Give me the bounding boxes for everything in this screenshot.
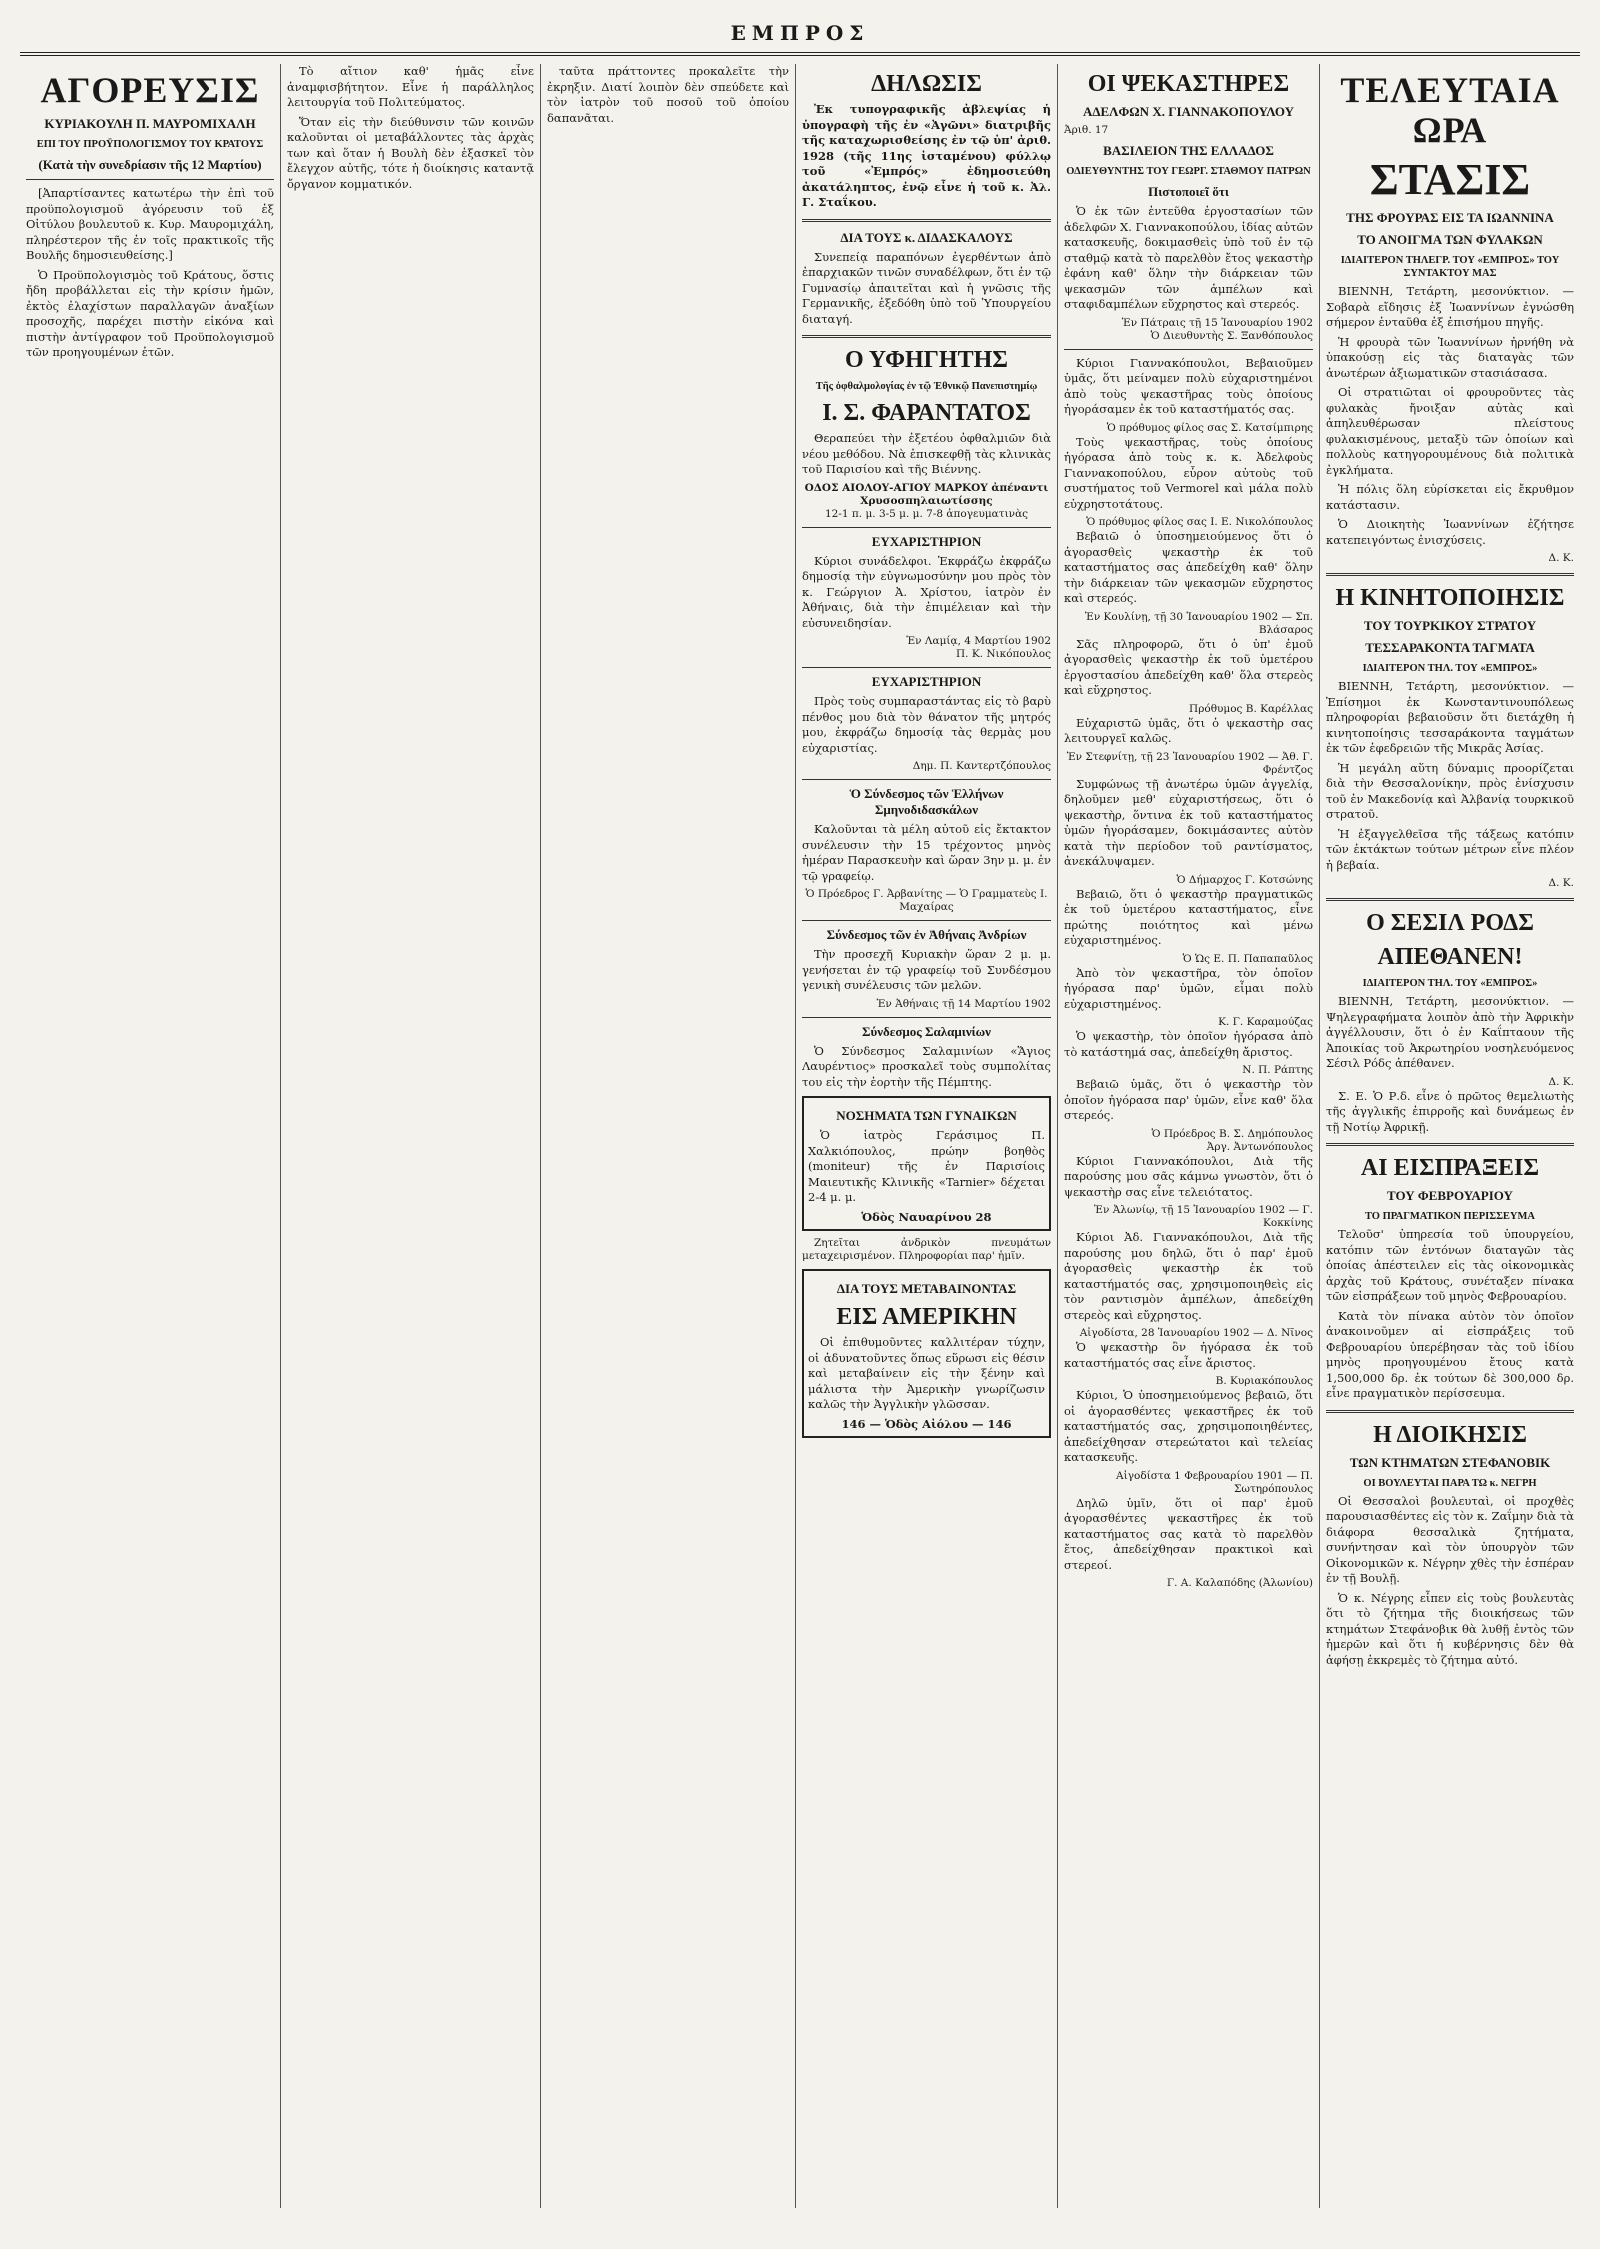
column-speech-end [540, 64, 795, 2208]
divider [802, 667, 1051, 668]
notice-text: Τὴν προσεχῆ Κυριακὴν ὥραν 2 μ. μ. γενήσεται ἐν τῷ γραφείῳ τοῦ Συνδέσμου γενικὴ συνέλευσις τῶν μελῶν. [802, 947, 1051, 992]
notice-date: Ἐν Λαμίᾳ, 4 Μαρτίου 1902 [906, 635, 1051, 647]
speech-title: ΑΓΟΡΕΥΣΙΣ [40, 70, 260, 110]
speech-session: (Κατὰ τὴν συνεδρίασιν τῆς 12 Μαρτίου) [38, 157, 262, 172]
classified-text: Ζητεῖται ἀνδρικὸν πνευμάτων μεταχειρισμένον. Πληροφορίαι παρ' ἡμῖν. [802, 1237, 1051, 1262]
news-text: Οἱ Θεσσαλοὶ βουλευταὶ, οἱ προχθὲς παρουσιασθέντες εἰς τὸν κ. Ζαΐμην διὰ τὰ διάφορα θεσσαλικὰ ζητήματα, συνήντησαν καὶ τὸν ὑπουργὸν τῶν Οἰκονομικῶν κ. Νέγρην χθὲς τὴν ἑσπέραν ἐν τῇ Βουλῇ. [1326, 1493, 1574, 1585]
testimonial-signature: Ὁ Διευθυντὴς Σ. Ξανθόπουλος [1150, 329, 1313, 342]
speech-paragraph: Τὸ αἴτιον καθ' ἡμᾶς εἶνε ἀναμφισβήτητον. Εἶνε ἡ παράλληλος λειτουργία τοῦ Πολιτεύματος. [287, 64, 534, 109]
ad-text: Ὁ ἰατρὸς Γεράσιμος Π. Χαλκιόπουλος, πρώην βοηθὸς (moniteur) τῆς ἐν Παρισίοις Μαιευτικῆς Κλινικῆς «Tarnier» δέχεται 2-4 μ. μ. [808, 1128, 1045, 1204]
notice-heading: ΕΥΧΑΡΙΣΤΗΡΙΟΝ [871, 533, 982, 549]
notice-text: Συνεπείᾳ παραπόνων ἐγερθέντων ἀπὸ ἐπαρχιακῶν τινῶν συναδέλφων, ὅτι ἐν τῷ Γυμνασίῳ ἀπαιτεῖται καὶ ἡ γνῶσις τῆς Γερμανικῆς, ἐξεδόθη ὑπὸ τοῦ Ὑπουργείου διαταγή. [802, 249, 1051, 326]
divider [802, 779, 1051, 780]
divider [802, 527, 1051, 528]
ad-hours: 12-1 π. μ. 3-5 μ. μ. 7-8 ἀπογευματινὰς [824, 507, 1029, 520]
headline-sub: ΤΗΣ ΦΡΟΥΡΑΣ ΕΙΣ ΤΑ ΙΩΑΝΝΙΝΑ [1346, 210, 1554, 225]
ad-text: Οἱ ἐπιθυμοῦντες καλλιτέραν τύχην, οἱ ἀδυνατοῦντες ὅπως εὕρωσι εἰς θέσιν καὶ μεταβαίνειν εἰς τὴν ξένην καὶ μάλιστα τὴν Ἀμερικὴν γνωρίζωσιν καλῶς τὴν Ἀγγλικὴν γλῶσσαν. [808, 1335, 1045, 1411]
ad-subheading: Πιστοποιεῖ ὅτι [1148, 184, 1229, 199]
testimonial-text: Ὁ ψεκαστὴρ ὃν ἠγόρασα ἐκ τοῦ καταστήματός σας εἶνε ἄριστος. [1064, 1340, 1313, 1370]
ad-address: 146 — Ὁδὸς Αἰόλου — 146 [841, 1416, 1012, 1431]
divider [802, 920, 1051, 921]
testimonial-signature: Πρόθυμος Β. Καρέλλας [1189, 702, 1313, 715]
notice-text: Πρὸς τοὺς συμπαραστάντας εἰς τὸ βαρὺ πένθος μου διὰ τὸν θάνατον τῆς μητρός μου, ἐκφράζω δημοσίᾳ τὰς θερμὰς μου εὐχαριστίας. [802, 694, 1051, 755]
headline-sub: ΤΩΝ ΚΤΗΜΑΤΩΝ ΣΤΕΦΑΝΟΒΙΚ [1349, 1454, 1551, 1470]
news-text: Ἡ μεγάλη αὕτη δύναμις προορίζεται διὰ τὴν Θεσσαλονίκην, πρὸς ἐνίσχυσιν τοῦ ἐν Μακεδονίᾳ καὶ Ἀλβανίᾳ τουρκικοῦ στρατοῦ. [1326, 760, 1574, 821]
ad-doctor-name: Ι. Σ. ΦΑΡΑΝΤΑΤΟΣ [822, 400, 1031, 426]
testimonial-signature: Ὁ Ὡς Ε. Π. Παπαπαῦλος [1182, 952, 1313, 965]
ad-box-gynecology [802, 1096, 1051, 1231]
headline-sub: ΤΟΥ ΦΕΒΡΟΥΑΡΙΟΥ [1387, 1188, 1513, 1203]
ad-number: Ἀριθ. 17 [1064, 124, 1109, 136]
notice-text: Ἐκ τυπογραφικῆς ἀβλεψίας ἡ ὑπογραφὴ τῆς ἐν «Ἀγῶνι» διατριβῆς τῆς καταχωρισθείσης ἐν τῷ ὑπ' ἀριθ. 1928 (τῆς 11ης ἰσταμένου) φύλλῳ τοῦ «Ἐμπρός» ἐδημοσιεύθη ἀκατάληπτος, ἐνῷ εἶνε ἡ τοῦ κ. Ἀλ. Γ. Σταΐκου. [802, 102, 1051, 209]
news-text: Οἱ στρατιῶται οἱ φρουροῦντες τὰς φυλακὰς ἤνοιξαν αὐτὰς καὶ ἀπηλευθέρωσαν πλείστους φυλακισμένους, μεταξὺ τῶν ὁποίων καὶ πολλοὺς κατηγορουμένους διὰ πολιτικὰ ἐγκλήματα. [1326, 385, 1574, 477]
ad-heading: Ο ΥΦΗΓΗΤΗΣ [845, 347, 1008, 373]
testimonial-text: Ὁ ψεκαστὴρ, τὸν ὁποῖον ἠγόρασα ἀπὸ τὸ κατάστημά σας, ἀπεδείχθη ἄριστος. [1064, 1029, 1313, 1059]
testimonial-text: Ὁ ἐκ τῶν ἐντεῦθα ἐργοστασίων τῶν ἀδελφῶν Χ. Γιαννακοπούλου, ἰδίας αὐτῶν κατασκευῆς, δοκιμασθεὶς ὑπὸ τοῦ ἐν τῷ σταθμῷ κατὰ τὸ παρελθὸν ἔτος ψεκαστὴρ ἐφάνη καθ' ὅλην τὴν διάρκειαν τῶν ψεκασμῶν τῶν ἀμπέλων καὶ σταφιδαμπέλων εὔχρηστος καὶ στερεός. [1064, 204, 1313, 311]
newspaper-page [20, 18, 1580, 2208]
testimonial-signature: Ν. Π. Ράπτης [1242, 1064, 1313, 1076]
divider [1326, 573, 1574, 576]
divider [1326, 1143, 1574, 1146]
notice-text: Ὁ Σύνδεσμος Σαλαμινίων «Ἅγιος Λαυρέντιος» προσκαλεῖ τοὺς συμπολίτας του εἰς τὴν ἐορτὴν τῆς Πέμπτης. [802, 1043, 1051, 1089]
testimonial-signature: Ὁ πρόθυμος φίλος σας Ι. Ε. Νικολόπουλος [1086, 516, 1313, 528]
news-text: Ὁ Διοικητὴς Ἰωαννίνων ἐζήτησε κατεπειγόντως ἐνισχύσεις. [1326, 517, 1574, 547]
testimonial-text: Τοὺς ψεκαστῆρας, τοὺς ὁποίους ἠγόρασα ἀπὸ τοὺς κ. κ. Ἀδελφοὺς Γιαννακοπούλου, εὗρον αὐτοὺς τοῦ συστήματος τοῦ Vermorel καὶ μάλα πολὺ εὐχρηστοτάτους. [1064, 434, 1313, 511]
testimonial-signature: Γ. Α. Καλαπόδης (Ἀλωνίου) [1166, 1577, 1313, 1589]
news-text: ΒΙΕΝΝΗ, Τετάρτη, μεσονύκτιον. — Ἐπίσημοι ἐκ Κωνσταντινουπόλεως πληροφορίαι βεβαιοῦσιν ὅτι διετάχθη ἡ κινητοποίησις τεσσαράκοντα ταγμάτων ἐκ τῶν ἐφεδρειῶν τῆς Μικρᾶς Ἀσίας. [1326, 679, 1574, 755]
headline-sub: ΤΟ ΑΝΟΙΓΜΑ ΤΩΝ ΦΥΛΑΚΩΝ [1357, 232, 1543, 247]
ad-heading: ΕΙΣ ΑΜΕΡΙΚΗΝ [836, 1304, 1017, 1330]
ad-subheading: ΟΔΙΕΥΘΥΝΤΗΣ ΤΟΥ ΓΕΩΡΓ. ΣΤΑΘΜΟΥ ΠΑΤΡΩΝ [1066, 166, 1311, 177]
testimonial-signature: Αἰγοδίστα, 28 Ἰανουαρίου 1902 — Δ. Νῖνος [1079, 1327, 1313, 1339]
testimonial-text: Κύριοι, Ὁ ὑποσημειούμενος βεβαιῶ, ὅτι οἱ ἀγορασθέντες ψεκαστῆρες ἐκ τοῦ καταστήματός σας, χρησιμοποιηθέντες, ἀπεδείχθησαν στερεώτατοι καὶ τελείας κατασκευῆς. [1064, 1388, 1313, 1464]
headline: ΑΙ ΕΙΣΠΡΑΞΕΙΣ [1360, 1155, 1540, 1181]
ad-subheading: Τῆς ὀφθαλμολογίας ἐν τῷ Ἐθνικῷ Πανεπιστημίῳ [815, 381, 1038, 392]
news-text: Σ. Ε. Ὁ Ρ.δ. εἶνε ὁ πρῶτος θεμελιωτὴς τῆς ἀγγλικῆς ἐπιρροῆς καὶ δυνάμεως ἐν τῇ Νοτίῳ Ἀφρικῇ. [1326, 1088, 1574, 1134]
notice-date: Ἐν Ἀθήναις τῇ 14 Μαρτίου 1902 [876, 997, 1051, 1010]
dispatch-source: ΙΔΙΑΙΤΕΡΟΝ ΤΗΛΕΓΡ. ΤΟΥ «ΕΜΠΡΟΣ» ΤΟΥ ΣΥΝΤΑΚΤΟΥ ΜΑΣ [1340, 255, 1560, 279]
testimonial-text: Σᾶς πληροφορῶ, ὅτι ὁ ὑπ' ἐμοῦ ἀγορασθεὶς ψεκαστὴρ ἐκ τοῦ ὑμετέρου ἐργοστασίου ἀπεδείχθη καθ' ὅλα στερεὸς καὶ εὔχρηστος. [1064, 636, 1313, 697]
news-text: Ἡ πόλις ὅλη εὑρίσκεται εἰς ἔκρυθμον κατάστασιν. [1326, 482, 1574, 512]
news-signature: Δ. Κ. [1548, 877, 1574, 889]
testimonial-text: Κύριοι Ἀδ. Γιαννακόπουλοι, Διὰ τῆς παρούσης μου δηλῶ, ὅτι ὁ παρ' ἐμοῦ ἀγορασθεὶς ψεκαστὴρ ἐκ τοῦ καταστήματός σας, χρησιμοποιηθεὶς εἰς τὸν ραντισμὸν ἀμπέλων, ἀπεδείχθη στερεὸς καὶ εὔχρηστος. [1064, 1230, 1313, 1322]
divider [1326, 1410, 1574, 1413]
headline-sub: ΟΙ ΒΟΥΛΕΥΤΑΙ ΠΑΡΑ ΤΩ κ. ΝΕΓΡΗ [1363, 1477, 1537, 1489]
ad-subheading: ΒΑΣΙΛΕΙΟΝ ΤΗΣ ΕΛΛΑΔΟΣ [1103, 143, 1274, 158]
divider [802, 1017, 1051, 1018]
column-latest-news [1319, 64, 1580, 2208]
testimonial-signature: Ὁ πρόθυμος φίλος σας Σ. Κατσίμπιρης [1106, 421, 1313, 434]
news-text: Κατὰ τὸν πίνακα αὐτὸν τὸν ὁποῖον ἀνακοινοῦμεν αἱ εἰσπράξεις τοῦ Φεβρουαρίου ὑπερέβησαν τὰς τοῦ ἰδίου μηνὸς προηγουμένου ἔτους κατὰ 1,500,000 δρ. ἐκ τούτων δὲ 300,000 δρ. εἶνε πραγματικὸν περίσσευμα. [1326, 1308, 1574, 1400]
testimonial-text: Δηλῶ ὑμῖν, ὅτι οἱ παρ' ἐμοῦ ἀγορασθέντες ψεκαστῆρες ἐκ τοῦ καταστήματος σας κατὰ τὸ παρελθὸν ἔτος, ἀπεδείχθησαν πρακτικοὶ καὶ στερεοί. [1064, 1495, 1313, 1572]
ad-subheading: ΑΔΕΛΦΩΝ Χ. ΓΙΑΝΝΑΚΟΠΟΥΛΟΥ [1082, 104, 1295, 119]
column-speech [20, 64, 280, 2208]
speech-topic: ΕΠΙ ΤΟΥ ΠΡΟΫΠΟΛΟΓΙΣΜΟΥ ΤΟΥ ΚΡΑΤΟΥΣ [36, 139, 264, 150]
ad-heading: ΟΙ ΨΕΚΑΣΤΗΡΕΣ [1087, 71, 1290, 97]
news-signature: Δ. Κ. [1548, 1075, 1574, 1088]
divider [1326, 898, 1574, 901]
testimonial-text: Ἀπὸ τὸν ψεκαστῆρα, τὸν ὁποῖον ἠγόρασα παρ' ὑμῶν, εἶμαι πολὺ εὐχαριστημένος. [1064, 965, 1313, 1011]
divider [802, 335, 1051, 338]
notice-signature: Δημ. Π. Καντερτζόπουλος [912, 760, 1051, 772]
notice-heading: Ὁ Σύνδεσμος τῶν Ἑλλήνων Σμηνοδιδασκάλων [849, 786, 1004, 817]
testimonial-text: Κύριοι Γιαννακόπουλοι, Βεβαιοῦμεν ὑμᾶς, ὅτι μείναμεν πολὺ εὐχαριστημένοι ἀπὸ τοὺς ψεκαστῆρας τοὺς ὁποίους ἠγοράσαμεν ἐκ τοῦ καταστήματός σας. [1064, 355, 1313, 416]
news-text: Ὁ κ. Νέγρης εἶπεν εἰς τοὺς βουλευτὰς ὅτι τὸ ζήτημα τῆς διοικήσεως τῶν κτημάτων Στεφάνοβικ θὰ λυθῇ ἐντὸς τῶν ἡμερῶν καὶ ὅτι ἡ κυβέρνησις δὲν θὰ ἀφήσῃ ἐκκρεμὲς τὸ ζήτημα αὐτό. [1326, 1590, 1574, 1667]
headline-sub: ΤΟ ΠΡΑΓΜΑΤΙΚΟΝ ΠΕΡΙΣΣΕΥΜΑ [1364, 1211, 1536, 1222]
testimonial-date: Ἐν Πάτραις τῇ 15 Ἰανουαρίου 1902 [1121, 316, 1313, 329]
notice-heading: Σύνδεσμος Σαλαμινίων [862, 1023, 991, 1039]
notice-heading: ΔΙΑ ΤΟΥΣ κ. ΔΙΔΑΣΚΑΛΟΥΣ [840, 229, 1013, 245]
ad-heading: ΔΙΑ ΤΟΥΣ ΜΕΤΑΒΑΙΝΟΝΤΑΣ [836, 1281, 1017, 1296]
notice-text: Καλοῦνται τὰ μέλη αὐτοῦ εἰς ἔκτακτον συνέλευσιν τὴν 15 τρέχοντος μηνὸς ἡμέραν Παρασκευὴν καὶ ὥραν 3ην μ. μ. ἐν τῷ γραφείῳ. [802, 822, 1051, 883]
testimonial-signature: Ἀργ. Ἀντωνόπουλος [1206, 1140, 1313, 1153]
testimonial-signature: Β. Κυριακόπουλος [1215, 1375, 1313, 1387]
headline: ΣΤΑΣΙΣ [1369, 155, 1531, 204]
testimonial-signature: Ἐν Ἀλωνίῳ, τῇ 15 Ἰανουαρίου 1902 — Γ. Κοκκίνης [1094, 1204, 1313, 1229]
divider [26, 179, 274, 180]
testimonial-signature: Αἰγοδίστα 1 Φεβρουαρίου 1901 — Π. Σωτηρόπουλος [1116, 1469, 1313, 1495]
headline: Η ΔΙΟΙΚΗΣΙΣ [1373, 1421, 1527, 1448]
ad-heading: ΝΟΣΗΜΑΤΑ ΤΩΝ ΓΥΝΑΙΚΩΝ [836, 1108, 1017, 1123]
testimonial-signature: Ἐν Στεφνίτῃ, τῇ 23 Ἰανουαρίου 1902 — Ἀθ. Γ. Φρέντζος [1066, 750, 1313, 776]
ad-box-america [802, 1269, 1051, 1438]
divider [802, 219, 1051, 222]
speech-paragraph: ταῦτα πράττοντες προκαλεῖτε τὴν ἐκρηξιν. Διατί λοιπὸν δὲν σπεύδετε καὶ τὸν ἰατρὸν τοῦ ποσοῦ τοῦ ὁποίου δαπανᾶται. [547, 64, 789, 125]
column-sprayers-ad [1057, 64, 1319, 2208]
ad-text: Θεραπεύει τὴν ἐξετέου ὀφθαλμιῶν διὰ νέου μεθόδου. Νὰ ἐπισκεφθῇ τὰς κλινικὰς τοῦ Παρισίου καὶ τῆς Βιέννης. [802, 431, 1051, 476]
testimonial-text: Βεβαιῶ ὑμᾶς, ὅτι ὁ ψεκαστὴρ τὸν ὁποῖον ἠγόρασα παρ' ὑμῶν, εἶνε καθ' ὅλα στερεός. [1064, 1077, 1313, 1122]
testimonial-text: Κύριοι Γιαννακόπουλοι, Διὰ τῆς παρούσης μου σᾶς κάμνω γνωστὸν, ὅτι ὁ ψεκαστὴρ σας εἶνε τελειότατος. [1064, 1153, 1313, 1199]
notice-heading: ΕΥΧΑΡΙΣΤΗΡΙΟΝ [871, 674, 982, 689]
divider [1064, 349, 1313, 350]
ad-address: ΟΔΟΣ ΑΙΟΛΟΥ-ΑΓΙΟΥ ΜΑΡΚΟΥ ἀπέναντι Χρυσοσπηλαιωτίσσης [804, 481, 1049, 507]
testimonial-signature: Ἐν Κουλίνῃ, τῇ 30 Ἰανουαρίου 1902 — Σπ. Βλάσαρος [1084, 610, 1313, 636]
testimonial-text: Βεβαιῶ ὁ ὑποσημειούμενος ὅτι ὁ ἀγορασθεὶς ψεκαστὴρ ἐκ τοῦ καταστήματος σας ἀπεδείχθη καθ' ὅλην τὴν διάρκειαν τῶν ψεκασμῶν εὔχρηστος καὶ στερεός. [1064, 529, 1313, 605]
masthead: ΕΜΠΡΟΣ [20, 18, 1580, 56]
section-title: ΤΕΛΕΥΤΑΙΑ ΩΡΑ [1340, 70, 1560, 150]
news-text: Ἡ φρουρὰ τῶν Ἰωαννίνων ἠρνήθη νὰ ὑπακούσῃ εἰς τὰς διαταγὰς τῶν ἀνωτέρων ἀξιωματικῶν στασιάσασα. [1326, 334, 1574, 380]
headline: Ο ΣΕΣΙΛ ΡΟΔΣ [1366, 910, 1534, 936]
notice-heading: Σύνδεσμος τῶν ἐν Ἀθήναις Ἀνδρίων [826, 927, 1027, 942]
news-text: ΒΙΕΝΝΗ, Τετάρτη, μεσονύκτιον. — Ψηλεγραφήματα λοιπὸν ἀπὸ τὴν Ἀφρικὴν ἀγγέλλουσιν, ὅτι ὁ ἐν Καΐπταουν τῆς Ἀποικίας τοῦ Ἀκρωτηρίου νοσηλευόμενος Σέσιλ Ρόδς ἀπέθανεν. [1326, 994, 1574, 1070]
headline: Η ΚΙΝΗΤΟΠΟΙΗΣΙΣ [1335, 585, 1565, 611]
headline: ΑΠΕΘΑΝΕΝ! [1377, 944, 1523, 970]
ad-address: Ὁδὸς Ναυαρίνου 28 [861, 1209, 992, 1224]
headline-sub: ΤΟΥ ΤΟΥΡΚΙΚΟΥ ΣΤΡΑΤΟΥ [1363, 618, 1537, 633]
news-signature: Δ. Κ. [1548, 552, 1574, 564]
headline-sub: ΤΕΣΣΑΡΑΚΟΝΤΑ ΤΑΓΜΑΤΑ [1365, 640, 1535, 655]
testimonial-text: Βεβαιῶ, ὅτι ὁ ψεκαστὴρ πραγματικῶς ἐκ τοῦ ὑμετέρου καταστήματος, εἶνε πρώτης ποιότητος καὶ μένω εὐχαριστημένος. [1064, 886, 1313, 947]
column-notices [795, 64, 1057, 2208]
speech-paragraph: Ὅταν εἰς τὴν διεύθυνσιν τῶν κοινῶν καλοῦνται οἱ μεταβάλλοντες τὰς ἀρχὰς των καὶ ὅταν ἡ Βουλὴ δὲν ἐξασκεῖ τὸν ἔλεγχον αὐτῆς, τότε ἡ διοίκησις καταντᾷ ὄργανον κομματικόν. [287, 114, 534, 191]
news-text: ΒΙΕΝΝΗ, Τετάρτη, μεσονύκτιον. — Σοβαρὰ εἴδησις ἐξ Ἰωαννίνων ἐγνώσθη σήμερον ἐνταῦθα ἐξ ἐπισήμου πηγῆς. [1326, 284, 1574, 329]
news-text: Ἡ ἐξαγγελθεῖσα τῆς τάξεως κατόπιν τῶν ἐκτάκτων τούτων μέτρων εἶνε πλέον ἡ βεβαία. [1326, 826, 1574, 872]
notice-text: Κύριοι συνάδελφοι. Ἐκφράζω ἐκφράζω δημοσίᾳ τὴν εὐγνωμοσύνην μου πρὸς τὸν κ. Γεώργιον Ἀ. Χρίστου, ἰατρὸν ἐν Ἀθήναις, διὰ τὴν ἐπιμέλειαν καὶ τὴν εὐσυνειδησίαν. [802, 553, 1051, 630]
speech-intro: [Ἀπαρτίσαντες κατωτέρω τὴν ἐπὶ τοῦ προϋπολογισμοῦ ἀγόρευσιν τοῦ ἐξ Οἰτύλου βουλευτοῦ κ. Κυρ. Μαυρομιχάλη, πληρέστερον τῆς ἐν τοῖς πρακτικοῖς τῆς Βουλῆς δημοσιευθείσης.] [26, 186, 274, 262]
dispatch-source: ΙΔΙΑΙΤΕΡΟΝ ΤΗΛ. ΤΟΥ «ΕΜΠΡΟΣ» [1362, 663, 1538, 674]
news-text: Τελοῦσ' ὑπηρεσία τοῦ ὑπουργείου, κατόπιν τῶν ἐντόνων διαταγῶν τὰς ὁποίας ἀπέστειλεν εἰς τὰς οἰκονομικὰς ἀρχὰς τοῦ Κράτους, συνέταξεν πίνακα τῶν εἰσπράξεων τοῦ μηνὸς Φεβρουαρίου. [1326, 1227, 1574, 1303]
notice-signature: Ὁ Πρόεδρος Γ. Ἀρβανίτης — Ὁ Γραμματεὺς Ι. Μαχαίρας [805, 888, 1048, 913]
testimonial-signature: Κ. Γ. Καραμούζας [1218, 1016, 1313, 1028]
testimonial-text: Συμφώνως τῇ ἀνωτέρω ὑμῶν ἀγγελίᾳ, δηλοῦμεν μεθ' εὐχαριστήσεως, ὅτι ὁ ψεκαστὴρ, ὅντινα ἐκ τοῦ καταστήματος ὑμῶν ἠγοράσαμεν, δοκιμάσαντες αὐτὸν κατὰ τὴν περίοδον τοῦ ραντίσματος, ἀνεκάλυψαμεν. [1064, 776, 1313, 868]
notice-heading: ΔΗΛΩΣΙΣ [871, 71, 982, 97]
dispatch-source: ΙΔΙΑΙΤΕΡΟΝ ΤΗΛ. ΤΟΥ «ΕΜΠΡΟΣ» [1362, 978, 1538, 989]
notice-signature: Π. Κ. Νικόπουλος [955, 648, 1051, 660]
speech-subtitle: ΚΥΡΙΑΚΟΥΛΗ Π. ΜΑΥΡΟΜΙΧΑΛΗ [44, 116, 256, 131]
column-speech-continued [280, 64, 540, 2208]
testimonial-signature: Ὁ Δήμαρχος Γ. Κοτσώνης [1176, 873, 1313, 886]
testimonial-signature: Ὁ Πρόεδρος Β. Σ. Δημόπουλος [1151, 1127, 1313, 1140]
speech-paragraph: Ὁ Προϋπολογισμὸς τοῦ Κράτους, ὅστις ἤδη προβάλλεται εἰς τὴν κρίσιν ἡμῶν, ἐκτὸς ἐλαχίστων παραλλαγῶν ἀναξίων προσοχῆς, παρέχει πιστὴν εἰκόνα καὶ πιστὴν ἀντίγραφον τοῦ Προϋπολογισμοῦ τῶν προηγουμένων ἐτῶν. [26, 267, 274, 359]
testimonial-text: Εὐχαριστῶ ὑμᾶς, ὅτι ὁ ψεκαστὴρ σας λειτουργεῖ καλῶς. [1064, 715, 1313, 745]
